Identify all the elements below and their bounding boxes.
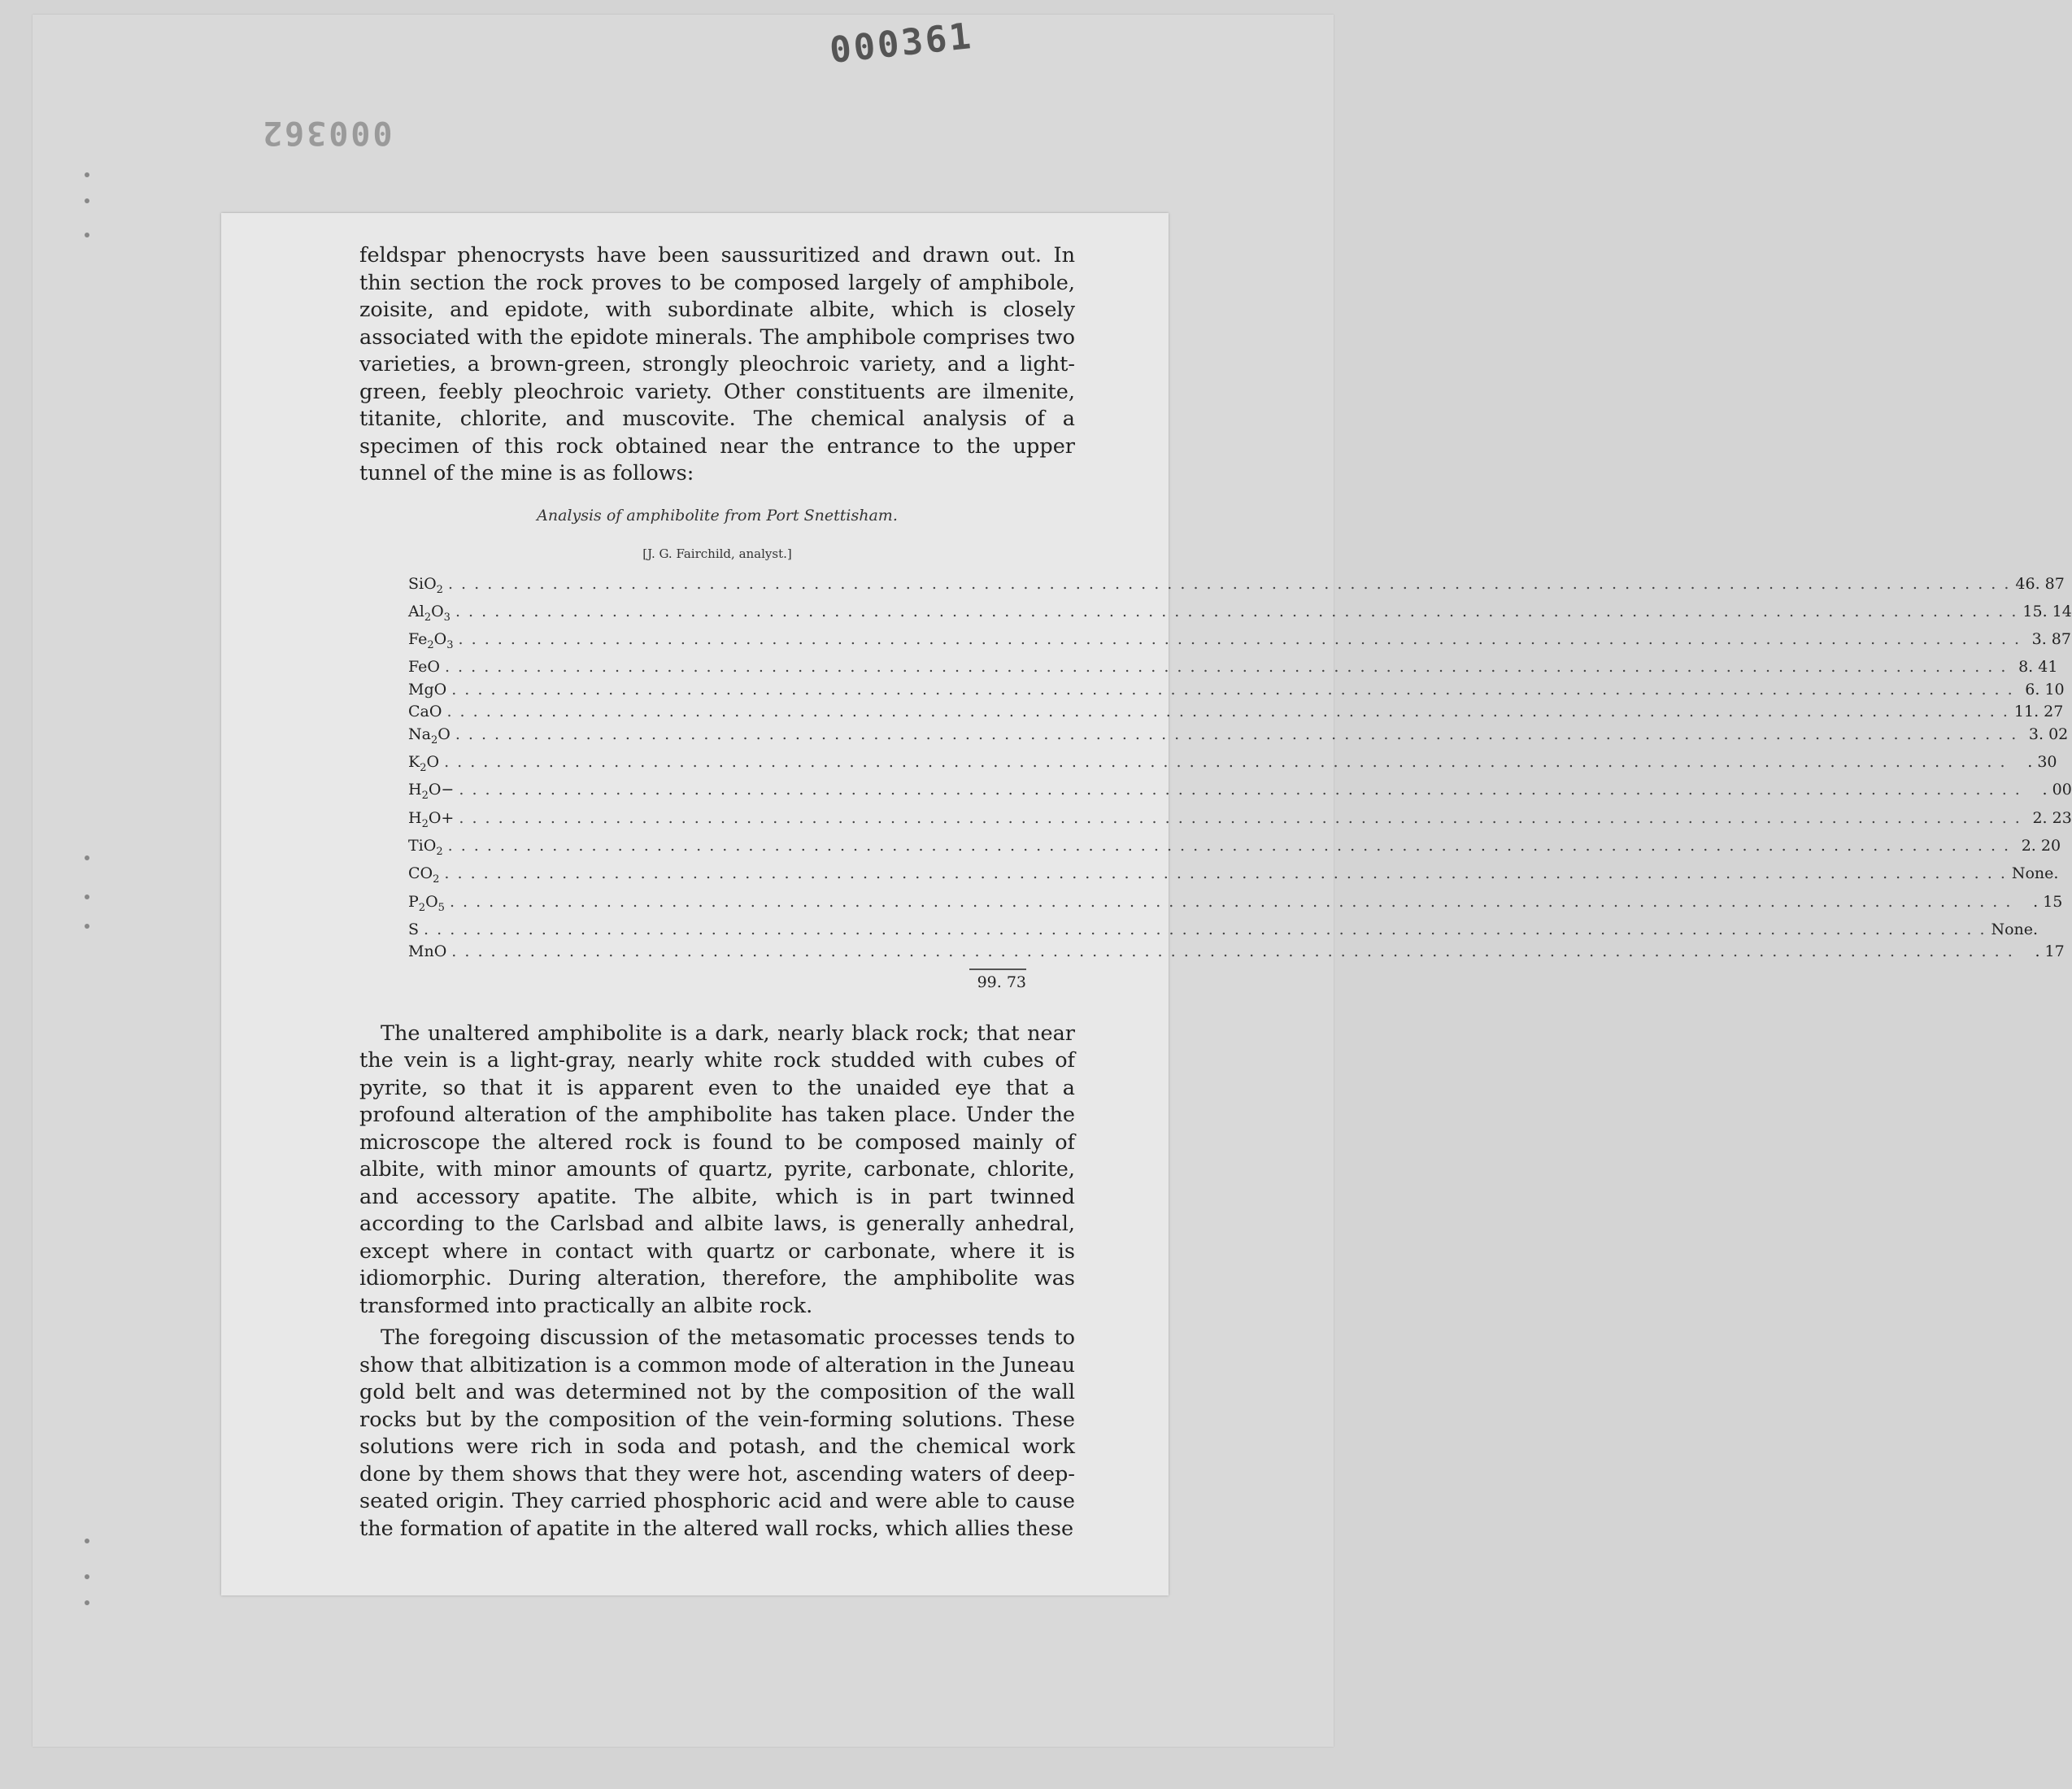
constituent-name (408, 941, 446, 964)
formula-text: O+ (428, 808, 455, 827)
leader-dots: . . . . . . . . . . . . . . . . . . . . . . . . . . . . . . . . . . . . . . . . . . . . . . . . . . . . . . . . . . . . . . . . . . . . . . . . . . . . . . . . . . . . . . . . . . . . . . . . . . . . . . . . . . . . . . . . . . . . . . . . (458, 630, 2021, 649)
leader-dots: . . . . . . . . . . . . . . . . . . . . . . . . . . . . . . . . . . . . . . . . . . . . . . . . . . . . . . . . . . . . . . . . . . . . . . . . . . . . . . . . . . . . . . . . . . . . . . . . . . . . . . . . . . . . . . . . . . . . . . . . (444, 658, 2008, 677)
table-row (408, 863, 2059, 890)
constituent-value: 3. 02 (2028, 725, 2069, 743)
table-row (408, 656, 2058, 679)
constituent-value: . 00 (2042, 781, 2072, 799)
punch-hole (85, 1539, 89, 1543)
page-number-stamp: 000361 (827, 15, 976, 72)
leader-dots: . . . . . . . . . . . . . . . . . . . . . . . . . . . . . . . . . . . . . . . . . . . . . . . . . . . . . . . . . . . . . . . . . . . . . . . . . . . . . . . . . . . . . . . . . . . . . . . . . . . . . . . . . . . . . . . . . . . . . . . . (444, 753, 2007, 772)
mirrored-page-number-stamp: 000362 (260, 114, 393, 151)
leader-dots: . . . . . . . . . . . . . . . . . . . . . . . . . . . . . . . . . . . . . . . . . . . . . . . . . . . . . . . . . . . . . . . . . . . . . . . . . . . . . . . . . . . . . . . . . . . . . . . . . . . . . . . . . . . . . . . . . . . . . . . . (455, 602, 2018, 620)
paragraph-1: feldspar phenocrysts have been saussuritized and drawn out. In thin section the rock proves to be composed largely of amphibole, zoisite, and epidote, with subordinate albite, which is closely associated with the epidote minerals. The amphibole comprises two varieties, a brown-green, strongly pleochroic variety, and a light-green, feebly pleochroic variety. Other constituents are ilmenite, titanite, chlorite, and muscovite. The chemical analysis of a specimen of this rock obtained near the entrance to the upper tunnel of the mine is as follows: (359, 243, 1075, 485)
table-analyst: [J. G. Fairchild, analyst.] (642, 546, 792, 561)
leader-dots: . . . . . . . . . . . . . . . . . . . . . . . . . . . . . . . . . . . . . . . . . . . . . . . . . . . . . . . . . . . . . . . . . . . . . . . . . . . . . . . . . . . . . . . . . . . . . . . . . . . . . . . . . . . . . . . . . . . . . . . . (451, 942, 2014, 961)
constituent-name (408, 751, 439, 779)
leader-dots: . . . . . . . . . . . . . . . . . . . . . . . . . . . . . . . . . . . . . . . . . . . . . . . . . . . . . . . . . . . . . . . . . . . . . . . . . . . . . . . . . . . . . . . . . . . . . . . . . . . . . . . . . . . . . . . . . . . . . . . . (447, 574, 2011, 593)
table-row (408, 724, 2069, 751)
paragraph-3: The foregoing discussion of the metasomatic processes tends to show that albitization is a common mode of alteration in the Juneau gold belt and was determined not by the composition of the wall rocks but by the composition of the vein-forming solutions. These solutions were rich in soda and potash, and the chemical work done by them shows that they were hot, ascending waters of deep-seated origin. They carried phosphoric acid and were able to cause the formation of apatite in the altered wall rocks, which allies these (359, 1325, 1075, 1541)
leader-dots: . . . . . . . . . . . . . . . . . . . . . . . . . . . . . . . . . . . . . . . . . . . . . . . . . . . . . . . . . . . . . . . . . . . . . . . . . . . . . . . . . . . . . . . . . . . . . . . . . . . . . . . . . . . . . . . . . . . . . . . . (455, 725, 2018, 743)
formula-text: Fe (408, 630, 428, 649)
punch-hole (85, 924, 89, 929)
constituent-value: 2. 23 (2032, 808, 2072, 827)
constituent-value: 46. 87 (2015, 574, 2065, 593)
constituent-name (408, 701, 442, 724)
leader-dots: . . . . . . . . . . . . . . . . . . . . . . . . . . . . . . . . . . . . . . . . . . . . . . . . . . . . . . . . . . . . . . . . . . . . . . . . . . . . . . . . . . . . . . . . . . . . . . . . . . . . . . . . . . . . . . . . . . . . . . . . (424, 920, 1987, 938)
formula-text: FeO (408, 658, 440, 677)
subscript: 2 (427, 638, 434, 651)
formula-text: O− (428, 781, 455, 799)
punch-hole (85, 1574, 89, 1579)
constituent-name (408, 835, 443, 863)
punch-hole (85, 198, 89, 203)
table-row (408, 629, 2071, 656)
leader-dots: . . . . . . . . . . . . . . . . . . . . . . . . . . . . . . . . . . . . . . . . . . . . . . . . . . . . . . . . . . . . . . . . . . . . . . . . . . . . . . . . . . . . . . . . . . . . . . . . . . . . . . . . . . . . . . . . . . . . . . . . (444, 864, 2007, 883)
punch-hole (85, 1600, 89, 1605)
formula-text: H (408, 808, 422, 827)
analysis-table (408, 573, 2072, 964)
constituent-name (408, 891, 445, 919)
constituent-name (408, 573, 443, 601)
table-title: Analysis of amphibolite from Port Snettisham. (537, 506, 898, 525)
table-row (408, 679, 2065, 702)
subscript: 2 (421, 790, 429, 803)
formula-text: O (425, 892, 438, 911)
document-page (221, 213, 2072, 1595)
table-row (408, 751, 2057, 779)
formula-text: O (426, 753, 440, 772)
leader-dots: . . . . . . . . . . . . . . . . . . . . . . . . . . . . . . . . . . . . . . . . . . . . . . . . . . . . . . . . . . . . . . . . . . . . . . . . . . . . . . . . . . . . . . . . . . . . . . . . . . . . . . . . . . . . . . . . . . . . . . . . (451, 680, 2014, 699)
formula-text: CaO (408, 703, 442, 721)
table-total: 99. 73 (977, 973, 1026, 991)
formula-text: MgO (408, 680, 447, 699)
table-row (408, 601, 2072, 629)
formula-text: Na (408, 725, 431, 743)
subscript: 3 (446, 638, 454, 651)
leader-dots: . . . . . . . . . . . . . . . . . . . . . . . . . . . . . . . . . . . . . . . . . . . . . . . . . . . . . . . . . . . . . . . . . . . . . . . . . . . . . . . . . . . . . . . . . . . . . . . . . . . . . . . . . . . . . . . . . . . . . . . . (459, 808, 2022, 827)
constituent-name (408, 656, 440, 679)
leader-dots: . . . . . . . . . . . . . . . . . . . . . . . . . . . . . . . . . . . . . . . . . . . . . . . . . . . . . . . . . . . . . . . . . . . . . . . . . . . . . . . . . . . . . . . . . . . . . . . . . . . . . . . . . . . . . . . . . . . . . . . . (459, 781, 2022, 799)
punch-hole (85, 894, 89, 899)
formula-text: Al (408, 602, 424, 620)
formula-text: SiO (408, 574, 437, 593)
table-row (408, 779, 2072, 807)
constituent-name (408, 601, 451, 629)
leader-dots: . . . . . . . . . . . . . . . . . . . . . . . . . . . . . . . . . . . . . . . . . . . . . . . . . . . . . . . . . . . . . . . . . . . . . . . . . . . . . . . . . . . . . . . . . . . . . . . . . . . . . . . . . . . . . . . . . . . . . . . . (447, 837, 2011, 855)
punch-hole (85, 172, 89, 177)
table-row (408, 891, 2063, 919)
constituent-value: 8. 41 (2018, 658, 2058, 677)
punch-hole (85, 233, 89, 237)
formula-text: P (408, 892, 419, 911)
constituent-name (408, 807, 454, 835)
formula-text: O (431, 602, 444, 620)
table-row (408, 835, 2061, 863)
constituent-value: 3. 87 (2031, 630, 2071, 649)
constituent-name (408, 779, 454, 807)
subscript: 2 (436, 583, 443, 596)
constituent-value: . 17 (2035, 942, 2065, 961)
formula-text: CO (408, 864, 433, 883)
formula-text: TiO (408, 837, 437, 855)
paragraph-2: The unaltered amphibolite is a dark, nearly black rock; that near the vein is a light-gray, nearly white rock studded with cubes of pyrite, so that it is apparent even to the unaided eye that a profound alteration of the amphibolite has taken place. Under the microscope the altered rock is found to be composed mainly of albite, with minor amounts of quartz, pyrite, carbonate, chlorite, and accessory apatite. The albite, which is in part twinned according to the Carlsbad and albite laws, is generally anhedral, except where in contact with quartz or carbonate, where it is idiomorphic. During alteration, therefore, the amphibolite was transformed into practically an albite rock. (359, 1021, 1075, 1318)
formula-text: O (433, 630, 447, 649)
constituent-name (408, 629, 454, 656)
constituent-value: None. (1991, 920, 2039, 938)
constituent-value: 6. 10 (2025, 680, 2065, 699)
constituent-value: 11. 27 (2013, 703, 2064, 721)
formula-text: S (408, 920, 420, 938)
subscript: 2 (436, 845, 443, 858)
table-row (408, 701, 2064, 724)
page-text (359, 242, 2072, 1543)
punch-hole (85, 855, 89, 860)
table-row (408, 941, 2065, 964)
constituent-name (408, 919, 419, 942)
constituent-name (408, 724, 451, 751)
table-row (408, 807, 2072, 835)
formula-text: K (408, 753, 420, 772)
constituent-name (408, 863, 439, 890)
subscript: 2 (418, 901, 426, 914)
formula-text: O (437, 725, 451, 743)
constituent-value: 2. 20 (2021, 837, 2061, 855)
leader-dots: . . . . . . . . . . . . . . . . . . . . . . . . . . . . . . . . . . . . . . . . . . . . . . . . . . . . . . . . . . . . . . . . . . . . . . . . . . . . . . . . . . . . . . . . . . . . . . . . . . . . . . . . . . . . . . . . . . . . . . . . (449, 892, 2013, 911)
subscript: 2 (424, 611, 432, 624)
constituent-name (408, 679, 446, 702)
subscript: 2 (430, 733, 438, 747)
formula-text: H (408, 781, 422, 799)
constituent-value: . 30 (2027, 753, 2057, 772)
table-row (408, 919, 2039, 942)
constituent-value: None. (2011, 864, 2059, 883)
subscript: 2 (420, 761, 427, 774)
subscript: 5 (437, 901, 445, 914)
subscript: 2 (421, 817, 429, 830)
formula-text: MnO (408, 942, 447, 961)
constituent-value: . 15 (2033, 892, 2063, 911)
subscript: 2 (433, 873, 440, 886)
subscript: 3 (443, 611, 451, 624)
constituent-value: 15. 14 (2022, 602, 2072, 620)
leader-dots: . . . . . . . . . . . . . . . . . . . . . . . . . . . . . . . . . . . . . . . . . . . . . . . . . . . . . . . . . . . . . . . . . . . . . . . . . . . . . . . . . . . . . . . . . . . . . . . . . . . . . . . . . . . . . . . . . . . . . . . . (446, 703, 2009, 721)
table-row (408, 573, 2065, 601)
